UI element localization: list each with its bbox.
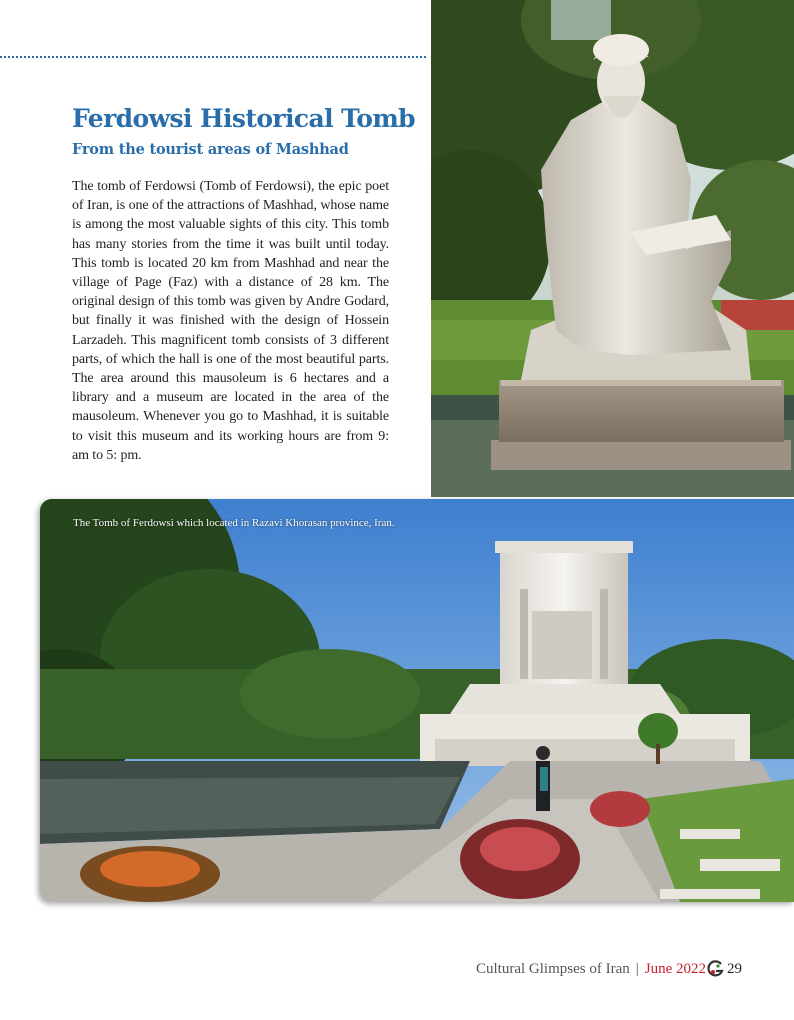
article-subtitle: From the tourist areas of Mashhad <box>72 141 349 158</box>
footer-separator: | <box>635 960 639 977</box>
ferdowsi-statue-photo <box>431 0 794 497</box>
dotted-rule <box>0 56 426 58</box>
article-title: Ferdowsi Historical Tomb <box>72 104 416 133</box>
magazine-name: Cultural Glimpses of Iran <box>476 960 630 977</box>
issue-date: June 2022 <box>644 960 706 977</box>
magazine-logo-icon <box>707 960 725 978</box>
ferdowsi-tomb-photo <box>40 499 794 902</box>
tomb-photo-caption: The Tomb of Ferdowsi which located in Razavi Khorasan province, Iran. <box>73 517 395 529</box>
article-body: The tomb of Ferdowsi (Tomb of Ferdowsi), the epic poet of Iran, is one of the attractions of Mashhad, whose name is among the most valuable sights of this city. This tomb has many stories from the time it was built until today. This tomb is located 20 km from Mashhad and near the village of Page (Faz) with a distance of 28 km. The original design of this tomb was given by Andre Godard, but finally it was finished with the design of Hossein Larzadeh. This magnificent tomb consists of 3 different parts, of which the hall is one of the most beautiful parts. The area around this mausoleum is 6 hectares and a library and a museum are located in the area of the mausoleum. Whenever you go to Mashhad, it is suitable to visit this museum and its working hours are from 9: am to 5: pm. <box>72 179 389 463</box>
page-footer <box>476 960 742 978</box>
page-number: 29 <box>727 960 742 977</box>
